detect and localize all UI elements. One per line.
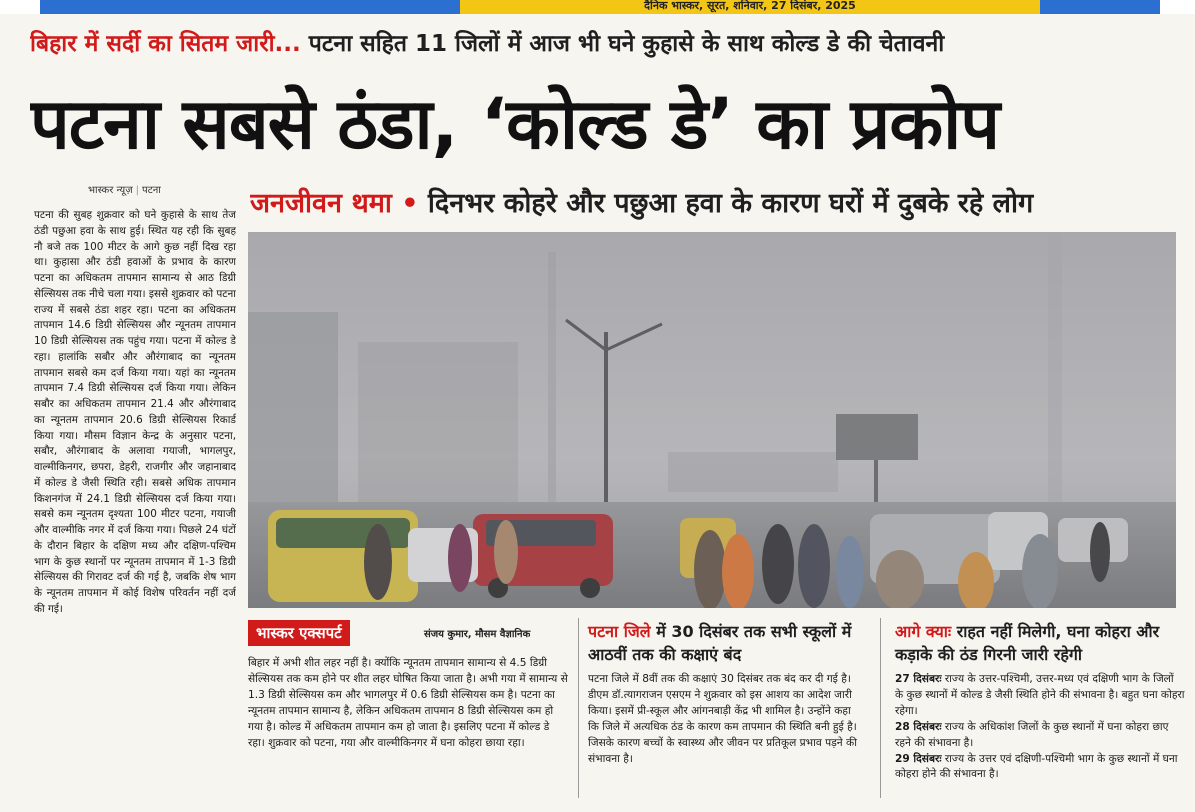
- photo-subheadline: [250, 184, 1185, 226]
- byline: [88, 182, 161, 196]
- school-closure-text: पटना जिले में 8वीं तक की कक्षाएं 30 दिसंबर तक बंद कर दी गई है। डीएम डॉ.त्यागराजन एसएम ने शुक्रवार को इस आशय का आदेश जारी किया। इसमें प्री-स्कूल और आंगनबाड़ी केंद्र भी शामिल है। उन्होंने कहा कि जिले में अत्यधिक ठंड के कारण कम तापमान की स्थिति बनी हुई है। जिसके कारण बच्चों के स्वास्थ्य और जीवन पर प्रतिकूल प्रभाव पड़ने की संभावना है।: [588, 673, 857, 765]
- forecast-headline: [895, 620, 1185, 666]
- subhead-bullet: •: [391, 188, 428, 219]
- school-closure-headline: [588, 620, 864, 666]
- school-head-black: में 30 दिसंबर तक सभी स्कूलों में आठवीं तक की कक्षाएं बंद: [588, 622, 852, 664]
- expert-name: संजय कुमार, मौसम वैज्ञानिक: [424, 629, 531, 640]
- forecast-list: [895, 672, 1185, 796]
- forecast-text: राज्य के उत्तर-पश्चिमी, उत्तर-मध्य एवं दक्षिणी भाग के जिलों के कुछ स्थानों में कोल्ड डे जैसी स्थिति होने की संभावना है। बहुत घना कोहरा रहेगा।: [895, 673, 1185, 717]
- forecast-head-red: आगे क्याः: [895, 622, 952, 641]
- masthead-dateline: दैनिक भास्कर, सूरत, शनिवार, 27 दिसंबर, 2025: [460, 0, 1040, 14]
- expert-box: [248, 620, 568, 648]
- forecast-item: [895, 752, 1185, 784]
- byline-source: भास्कर न्यूज़: [88, 185, 133, 196]
- subhead-black-text: दिनभर कोहरे और पछुआ हवा के कारण घरों में दुबके रहे लोग: [427, 188, 1034, 219]
- byline-separator: |: [135, 185, 140, 196]
- masthead-blue-bar-left: [40, 0, 460, 14]
- forecast-day: 29 दिसंबरः: [895, 752, 942, 765]
- byline-place: पटना: [142, 185, 161, 196]
- expert-text: बिहार में अभी शीत लहर नहीं है। क्योंकि न्यूनतम तापमान सामान्य से 4.5 डिग्री सेल्सियस तक कम होने पर शीत लहर घोषित किया जाता है। अभी गया में सामान्य से 1.3 डिग्री सेल्सियस कम और भागलपुर में 0.6 डिग्री सेल्सियस कम है। पटना का न्यूनतम तापमान सामान्य है, लेकिन अधिकतम तापमान 8 डिग्री सेल्सियस कम हो गया है। कोल्ड में अधिकतम तापमान कम हो जाता है। इसलिए पटना में कोल्ड डे रहा। शुक्रवार को पटना, गया और वाल्मीकिनगर में घना कोहरा छाया रहा।: [248, 657, 568, 749]
- kicker-black-text: पटना सहित 11 जिलों में आज भी घने कुहासे के साथ कोल्ड डे की चेतावनी: [300, 31, 945, 57]
- left-story-text: पटना की सुबह शुक्रवार को घने कुहासे के साथ तेज ठंडी पछुआ हवा के साथ हुई। स्थित यह रही कि सुबह नौ बजे तक 100 मीटर के आगे कुछ नहीं दिख रहा था। कुहासा और ठंडी हवाओं के प्रभाव के कारण पटना का अधिकतम तापमान सामान्य से आठ डिग्री सेल्सियस तक नीचे चला गया। इससे शुक्रवार को पटना राज्य में सबसे ठंडा शहर रहा। पटना का अधिकतम तापमान 14.6 डिग्री सेल्सियस और न्यूनतम तापमान 10 डिग्री सेल्सियस तक पहुंच गया। पटना में कोल्ड डे रहा। हालांकि सबौर और औरंगाबाद का न्यूनतम तापमान सबसे कम दर्ज किया गया। यहां का न्यूनतम तापमान 7.4 डिग्री सेल्सियस दर्ज किया गया। लेकिन सबौर का अधिकतम तापमान 21.4 और औरंगाबाद का न्यूनतम तापमान 20.6 डिग्री सेल्सियस रिकार्ड किया गया। मौसम विज्ञान केन्द्र के अनुसार पटना, सबौर, औरंगाबाद के अलावा गयाजी, भागलपुर, वाल्मीकिनगर, छपरा, डेहरी, राजगीर और जहानाबाद में कोल्ड डे जैसी स्थिति रही। सबसे अधिक तापमान किशनगंज में 24.1 डिग्री सेल्सियस दर्ज किया गया। सबसे कम न्यूनतम दृश्यता 100 मीटर पटना, गयाजी और वाल्मीकि नगर में दर्ज किया गया। पिछले 24 घंटों के दौरान बिहार के दक्षिण मध्य और दक्षिण-पश्चिम भाग के कुछ स्थानों पर न्यूनतम तापमान में 1-3 डिग्री सेल्सियस की गिरावट दर्ज की गई है, जबकि शेष भाग के न्यूनतम तापमान में कोई विशेष परिवर्तन नहीं दर्ज की गई।: [34, 209, 236, 615]
- forecast-text: राज्य के उत्तर एवं दक्षिणी-पश्चिमी भाग के कुछ स्थानों में घना कोहरा होने की संभावना है।: [895, 752, 1178, 781]
- forecast-day: 27 दिसंबरः: [895, 673, 942, 685]
- kicker: [30, 26, 1180, 64]
- masthead-strip: [0, 0, 1195, 14]
- school-head-red: पटना जिले: [588, 622, 651, 641]
- subhead-red-text: जनजीवन थमा: [250, 188, 392, 219]
- expert-label-badge: भास्कर एक्सपर्ट: [248, 620, 350, 646]
- forecast-head-black: राहत नहीं मिलेगी, घना कोहरा और कड़ाके की ठंड गिरनी जारी रहेगी: [895, 622, 1160, 664]
- kicker-red-text: बिहार में सर्दी का सितम जारी...: [30, 31, 301, 57]
- forecast-item: [895, 720, 1185, 752]
- news-photo-foggy-street: [248, 232, 1176, 608]
- forecast-day: 28 दिसंबरः: [895, 720, 942, 733]
- forecast-text: राज्य के अधिकांश जिलों के कुछ स्थानों में घना कोहरा छाए रहने की संभावना है।: [895, 720, 1169, 749]
- column-divider-1: [578, 618, 579, 798]
- main-headline: पटना सबसे ठंडा, ‘कोल्ड डे’ का प्रकोप: [30, 83, 1000, 165]
- foggy-street-illustration: [248, 232, 1176, 608]
- masthead-blue-bar-right: [1040, 0, 1160, 14]
- column-divider-2: [880, 618, 881, 798]
- forecast-item: [895, 672, 1185, 720]
